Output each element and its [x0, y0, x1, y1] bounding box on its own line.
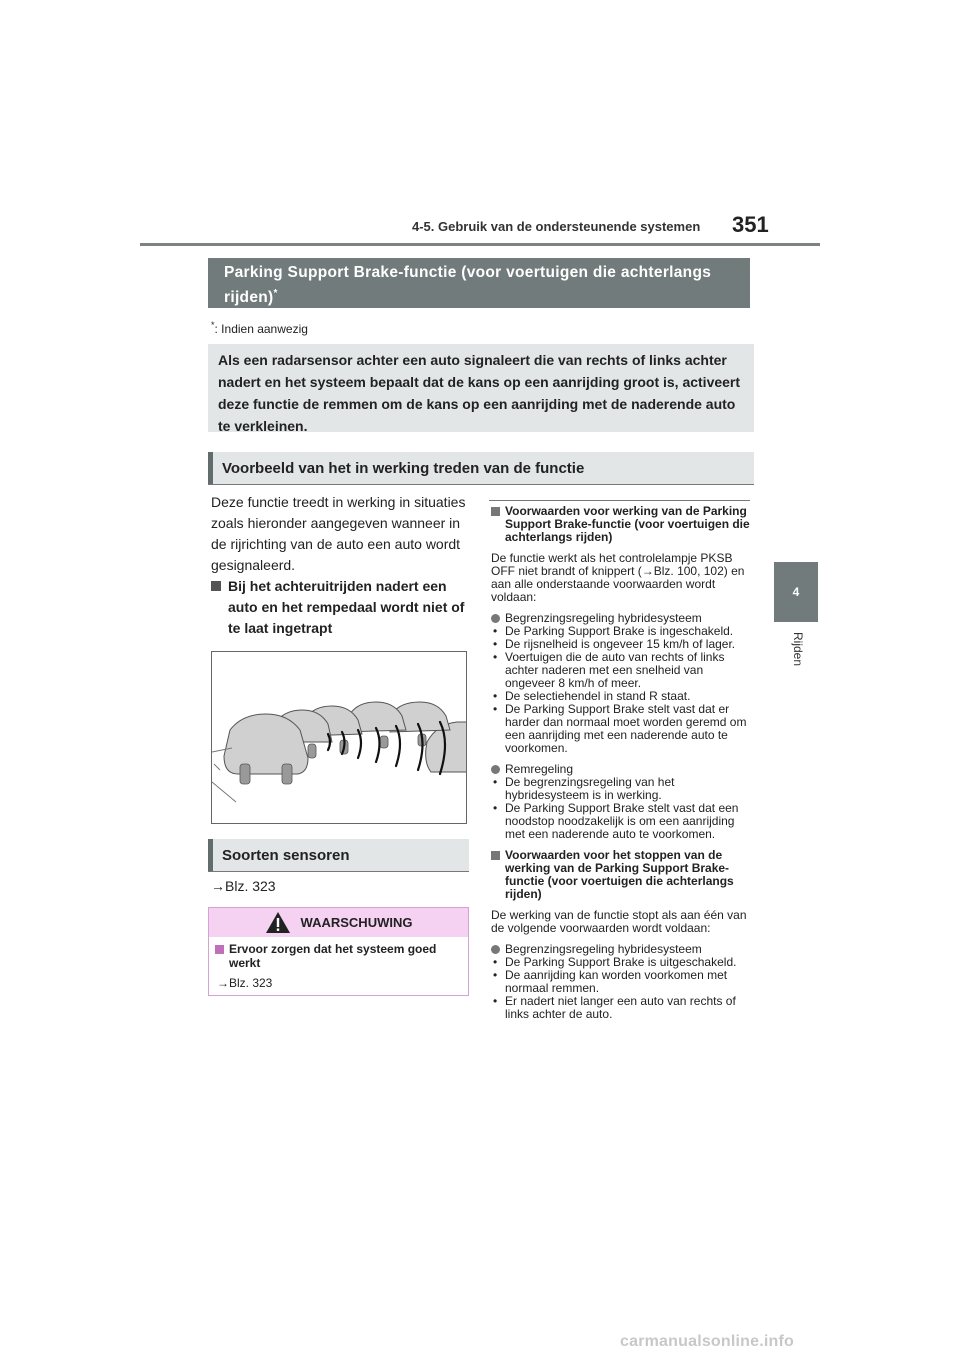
list-item: • Er nadert niet langer een auto van rechts of links achter de auto. [491, 995, 753, 1021]
intro-box: Als een radarsensor achter een auto signaleert die van rechts of links achter nadert en het systeem bepaalt dat de kans op een aanrijding groot is, activeert deze functie de remmen om de kans op een aanrijding met de naderende auto te verkleinen. [208, 344, 754, 432]
footnote-text: : Indien aanwezig [214, 322, 308, 336]
circle-bullet-icon [491, 765, 500, 774]
category-label: Remregeling [505, 762, 574, 776]
conditions-heading-text: Voorwaarden voor werking van de Parking Support Brake-functie (voor voertuigen die achterlangs rijden) [505, 504, 750, 544]
chapter-tab [774, 562, 818, 622]
right-column-rule [489, 500, 750, 501]
chapter-tab-label: Rijden [791, 632, 805, 667]
chapter-tab-number: 4 [792, 585, 800, 599]
list-item: • De Parking Support Brake stelt vast dat een noodstop noodzakelijk is om een aanrijding met een naderende auto te voorkomen. [491, 802, 753, 841]
page-reference-link[interactable]: →Blz. 323 [211, 878, 276, 894]
section-heading-sensors-text: Soorten sensoren [222, 846, 350, 864]
list-item: • De Parking Support Brake is ingeschakeld. [491, 625, 753, 638]
conditions-heading [491, 505, 753, 544]
section-title: Parking Support Brake-functie (voor voertuigen die achterlangs rijden) [224, 264, 712, 307]
warning-title: WAARSCHUWING [300, 915, 413, 930]
stop-conditions-intro: De werking van de functie stopt als aan één van de volgende voorwaarden wordt voldaan: [491, 908, 747, 935]
list-item: • De rijsnelheid is ongeveer 15 km/h of lager. [491, 638, 753, 651]
square-bullet-icon [491, 507, 500, 516]
page-number: 351 [732, 212, 769, 237]
example-subheading-text: Bij het achteruitrijden nadert een auto en het rempedaal wordt niet of te laat ingetrapt [228, 578, 465, 636]
square-bullet-icon [491, 851, 500, 860]
parking-illustration [211, 651, 467, 824]
warning-header [209, 908, 468, 937]
section-heading-example-text: Voorbeeld van het in werking treden van de functie [222, 459, 585, 477]
footnote [211, 320, 308, 336]
circle-bullet-icon [491, 614, 500, 623]
right-column [491, 505, 753, 1021]
watermark: carmanualsonline.info [620, 1333, 795, 1350]
conditions-intro: De functie werkt als het controlelampje PKSB OFF niet brandt of knippert (→Blz. 100, 102) en aan alle onderstaande voorwaarden wordt voldaan: [491, 551, 745, 604]
footnote-marker: * [211, 320, 215, 330]
running-header: 4-5. Gebruik van de ondersteunende systemen [412, 219, 701, 234]
section-rule [208, 871, 469, 872]
warning-page-reference[interactable]: →Blz. 323 [217, 976, 273, 990]
list-item: • Voertuigen die de auto van rechts of links achter naderen met een snelheid van ongeveer 8 km/h of meer. [491, 651, 753, 690]
warning-triangle-icon [265, 911, 291, 934]
list-item: • De Parking Support Brake stelt vast dat er harder dan normaal moet worden geremd om een aanrijding met een naderende auto te voorkomen. [491, 703, 753, 755]
warning-subheading-text: Ervoor zorgen dat het systeem goed werkt [229, 942, 437, 970]
example-body-text: Deze functie treedt in werking in situaties zoals hieronder aangegeven wanneer in de rijrichting van de auto een auto wordt gesignaleerd. [211, 494, 466, 573]
list-item: • De Parking Support Brake is uitgeschakeld. [491, 956, 753, 969]
square-bullet-icon [211, 581, 221, 591]
example-subheading [211, 576, 469, 639]
section-heading-example [208, 452, 754, 484]
list-item: • De selectiehendel in stand R staat. [491, 690, 753, 703]
circle-bullet-icon [491, 945, 500, 954]
section-rule [208, 484, 754, 485]
category-label: Begrenzingsregeling hybridesysteem [505, 942, 702, 956]
list-item: • De aanrijding kan worden voorkomen met normaal remmen. [491, 969, 753, 995]
warning-box [208, 907, 469, 996]
section-heading-sensors [208, 839, 469, 871]
section-title-banner [208, 258, 750, 308]
category-label: Begrenzingsregeling hybridesysteem [505, 611, 702, 625]
stop-conditions-heading-text: Voorwaarden voor het stoppen van de werking van de Parking Support Brake-functie (voor voertuigen die achterlangs rijden) [505, 848, 734, 901]
square-bullet-icon [215, 945, 224, 954]
list-item: • De begrenzingsregeling van het hybridesysteem is in werking. [491, 776, 753, 802]
title-footnote-marker: * [273, 288, 278, 299]
header-rule [140, 243, 820, 246]
warning-subheading [215, 942, 460, 970]
parking-scene-graphic [212, 652, 467, 824]
stop-conditions-heading [491, 849, 753, 901]
